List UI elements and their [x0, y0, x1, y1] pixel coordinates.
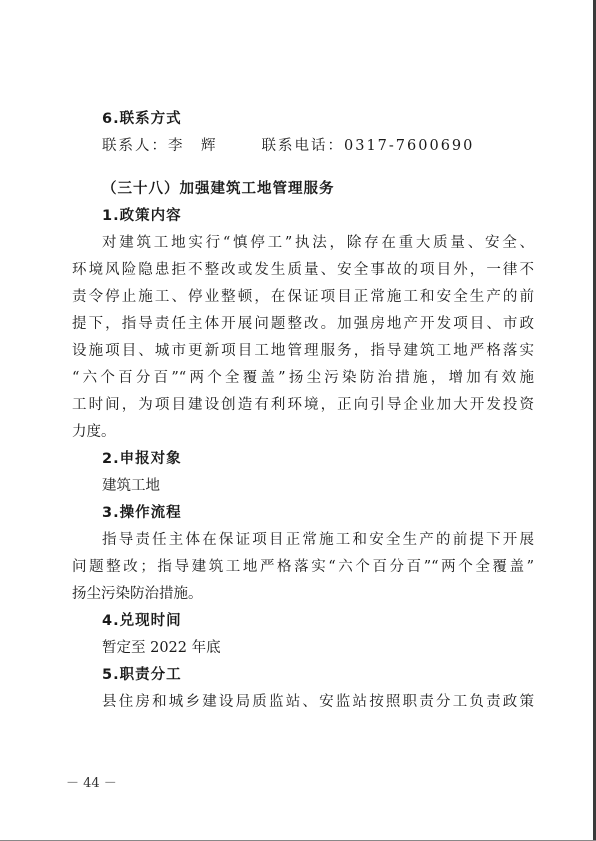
policy-line-7: 工时间，为项目建设创造有利环境，正向引导企业加大开发投资	[72, 397, 534, 413]
time-text: 暂定至 2022 年底	[102, 640, 221, 656]
policy-line-8: 力度。	[72, 424, 116, 440]
duty-heading: 5.职责分工	[102, 667, 182, 683]
contact-phone: 联系电话：0317-7600690	[261, 138, 475, 154]
policy-line-1: 对建筑工地实行“慎停工”执法，除存在重大质量、安全、	[102, 235, 534, 251]
process-line-1: 指导责任主体在保证项目正常施工和安全生产的前提下开展	[102, 532, 534, 548]
target-heading: 2.申报对象	[102, 451, 182, 467]
target-text: 建筑工地	[102, 478, 160, 494]
policy-line-3: 责令停止施工、停业整顿，在保证项目正常施工和安全生产的前	[72, 289, 534, 305]
duty-line-1: 县住房和城乡建设局质监站、安监站按照职责分工负责政策	[102, 694, 534, 710]
time-heading: 4.兑现时间	[102, 613, 182, 629]
contact-line	[72, 133, 534, 160]
document-body	[72, 106, 534, 716]
policy-line-5: 设施项目、城市更新项目工地管理服务，指导建筑工地严格落实	[72, 343, 534, 359]
policy-heading: 1.政策内容	[102, 208, 182, 224]
contact-person: 联系人：李 辉	[102, 138, 218, 154]
policy-line-2: 环境风险隐患拒不整改或发生质量、安全事故的项目外，一律不	[72, 262, 534, 278]
process-line-2: 问题整改；指导建筑工地严格落实“六个百分百”“两个全覆盖”	[72, 559, 534, 575]
section-title: （三十八）加强建筑工地管理服务	[102, 181, 335, 197]
process-heading: 3.操作流程	[102, 505, 182, 521]
policy-line-6: “六个百分百”“两个全覆盖”扬尘污染防治措施，增加有效施	[72, 370, 534, 386]
policy-line-4: 提下，指导责任主体开展问题整改。加强房地产开发项目、市政	[72, 316, 534, 332]
page-number: － 44 －	[66, 776, 117, 791]
contact-heading: 6.联系方式	[102, 111, 182, 127]
process-line-3: 扬尘污染防治措施。	[72, 586, 203, 602]
